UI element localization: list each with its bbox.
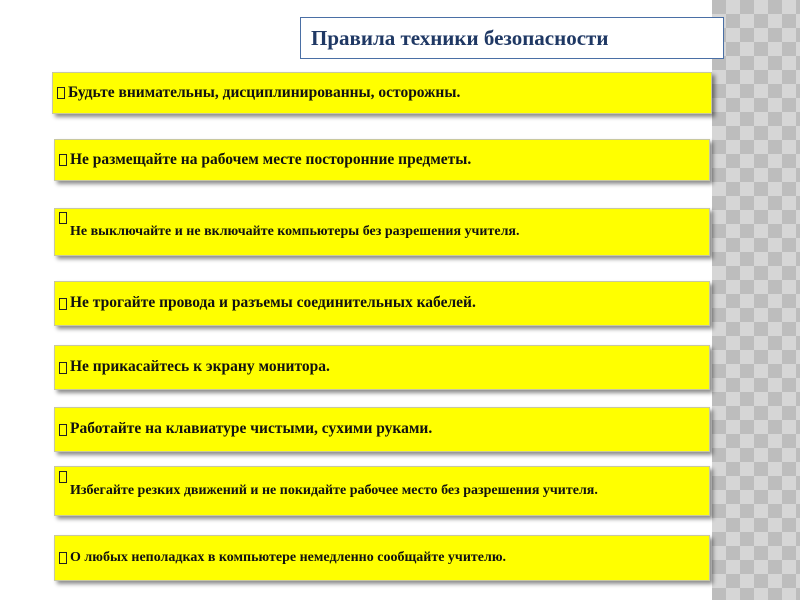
rule-text: Работайте на клавиатуре чистыми, сухими руками. (70, 420, 433, 438)
rule-text: О любых неполадках в компьютере немедленно сообщайте учителю. (70, 549, 507, 565)
rule-item (54, 139, 710, 181)
decorative-side-strip (712, 0, 800, 600)
rule-text: Избегайте резких движений и не покидайте рабочее место без разрешения учителя. (70, 482, 598, 498)
page-title: Правила техники безопасности (311, 25, 609, 50)
rule-item (54, 466, 710, 516)
rule-item (54, 345, 710, 390)
rule-text: Не трогайте провода и разъемы соединительных кабелей. (70, 294, 476, 312)
bullet-icon (57, 87, 65, 99)
rule-item (52, 72, 712, 114)
rule-item (54, 281, 710, 326)
title-box (300, 17, 724, 59)
bullet-icon (59, 212, 67, 224)
rule-item (54, 407, 710, 452)
bullet-icon (59, 424, 67, 436)
rule-item (54, 208, 710, 256)
bullet-icon (59, 298, 67, 310)
bullet-icon (59, 362, 67, 374)
rule-text: Не выключайте и не включайте компьютеры без разрешения учителя. (70, 223, 520, 239)
rule-text: Не прикасайтесь к экрану монитора. (70, 358, 330, 376)
rule-text: Не размещайте на рабочем месте посторонние предметы. (70, 150, 472, 168)
rule-text: Будьте внимательны, дисциплинированны, осторожны. (68, 83, 461, 101)
bullet-icon (59, 552, 67, 564)
bullet-icon (59, 154, 67, 166)
bullet-icon (59, 471, 67, 483)
rule-item (54, 535, 710, 581)
